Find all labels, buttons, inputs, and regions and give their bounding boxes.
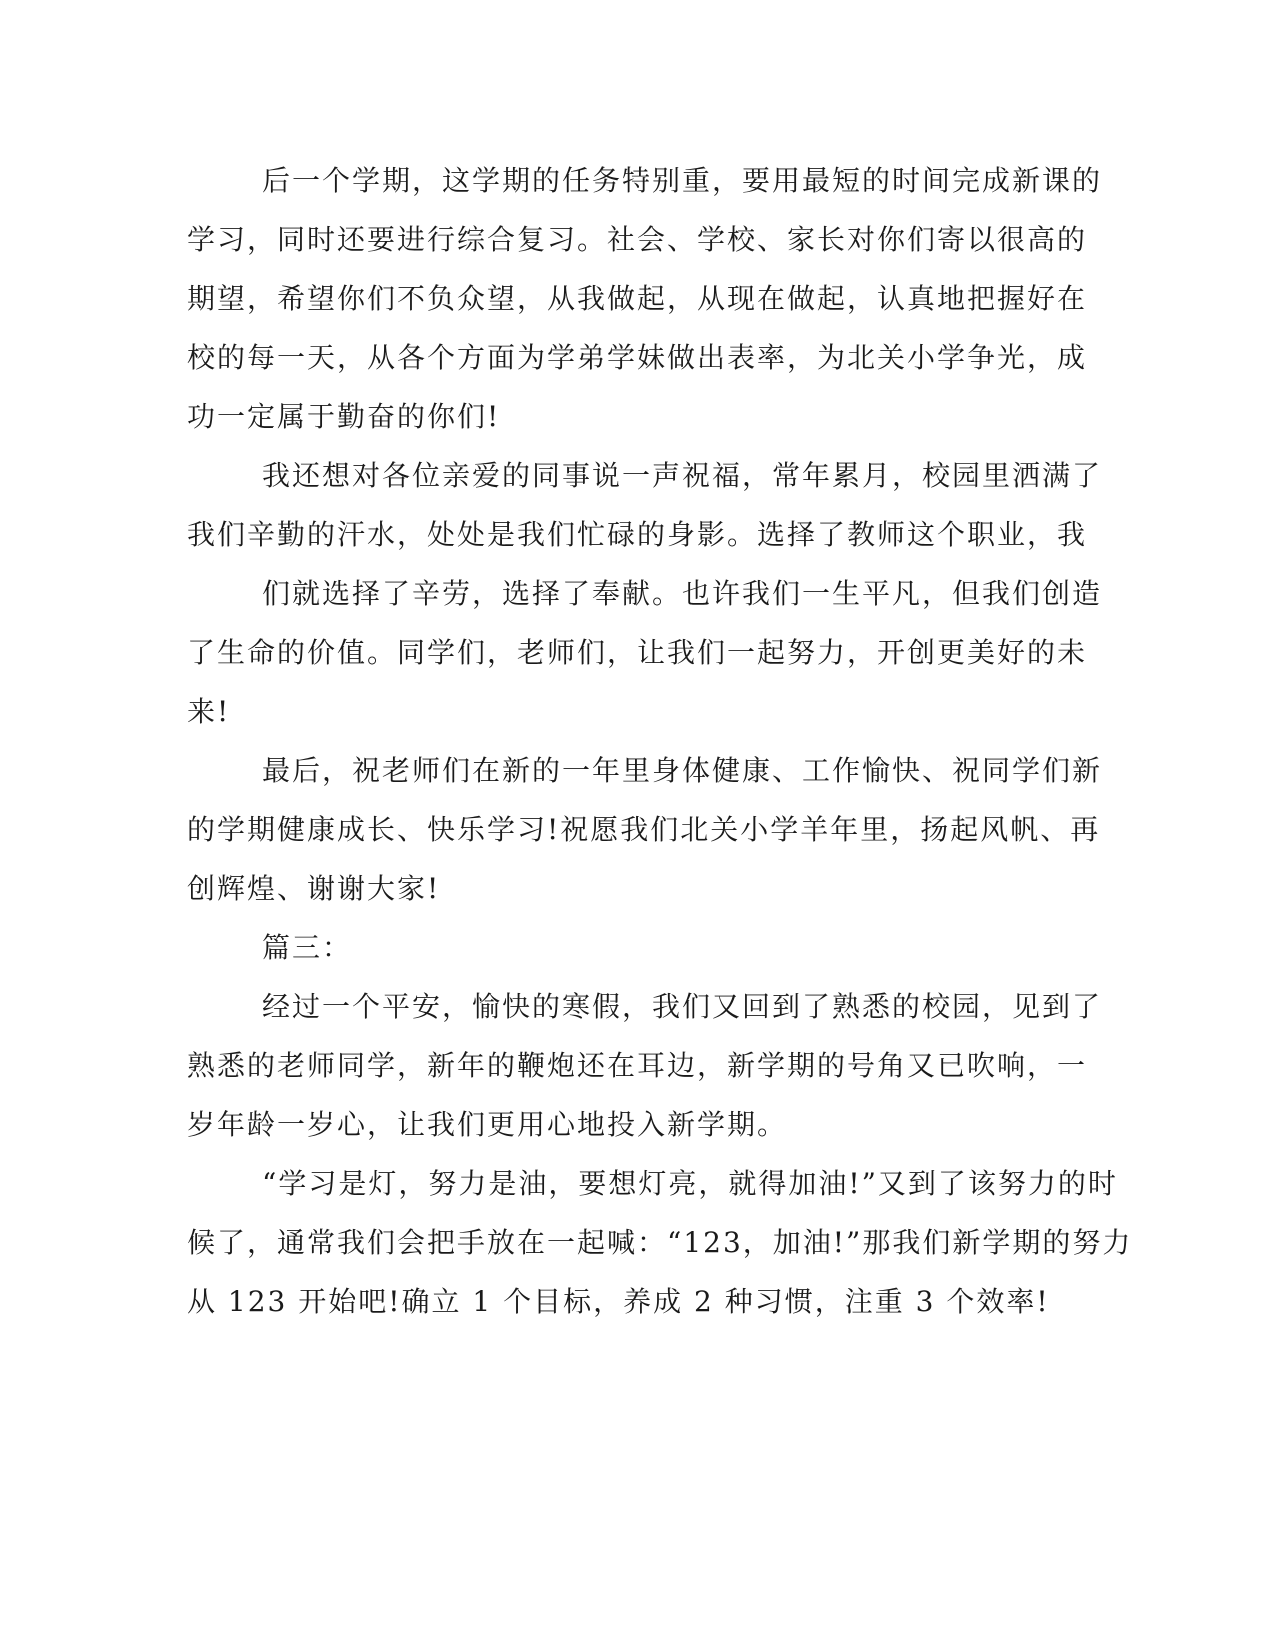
text-line: “学习是灯，努力是油，要想灯亮，就得加油!”又到了该努力的时 (262, 1167, 1118, 1200)
text-line: 我们辛勤的汗水，处处是我们忙碌的身影。选择了教师这个职业，我 (187, 518, 1088, 551)
text-line: 期望，希望你们不负众望，从我做起，从现在做起，认真地把握好在 (187, 282, 1088, 315)
text-line: 的学期健康成长、快乐学习!祝愿我们北关小学羊年里，扬起风帆、再 (187, 813, 1101, 846)
text-line: 校的每一天，从各个方面为学弟学妹做出表率，为北关小学争光，成 (187, 341, 1088, 374)
text-line: 了生命的价值。同学们，老师们，让我们一起努力，开创更美好的未 (187, 636, 1088, 669)
text-line: 功一定属于勤奋的你们! (187, 400, 501, 433)
text-line: 岁年龄一岁心，让我们更用心地投入新学期。 (187, 1108, 788, 1141)
text-line: 从 123 开始吧!确立 1 个目标，养成 2 种习惯，注重 3 个效率! (187, 1285, 1050, 1318)
text-line: 后一个学期，这学期的任务特别重，要用最短的时间完成新课的 (262, 164, 1103, 197)
text-line: 学习，同时还要进行综合复习。社会、学校、家长对你们寄以很高的 (187, 223, 1088, 256)
text-line: 最后，祝老师们在新的一年里身体健康、工作愉快、祝同学们新 (262, 754, 1103, 787)
text-line: 候了，通常我们会把手放在一起喊：“123，加油!”那我们新学期的努力 (187, 1226, 1133, 1259)
text-line: 创辉煌、谢谢大家! (187, 872, 441, 905)
section-heading: 篇三： (262, 931, 353, 964)
text-line: 熟悉的老师同学，新年的鞭炮还在耳边，新学期的号角又已吹响，一 (187, 1049, 1088, 1082)
text-line: 来! (187, 695, 231, 728)
text-line: 经过一个平安，愉快的寒假，我们又回到了熟悉的校园，见到了 (262, 990, 1103, 1023)
text-line: 我还想对各位亲爱的同事说一声祝福，常年累月，校园里洒满了 (262, 459, 1103, 492)
text-line: 们就选择了辛劳，选择了奉献。也许我们一生平凡，但我们创造 (262, 577, 1103, 610)
